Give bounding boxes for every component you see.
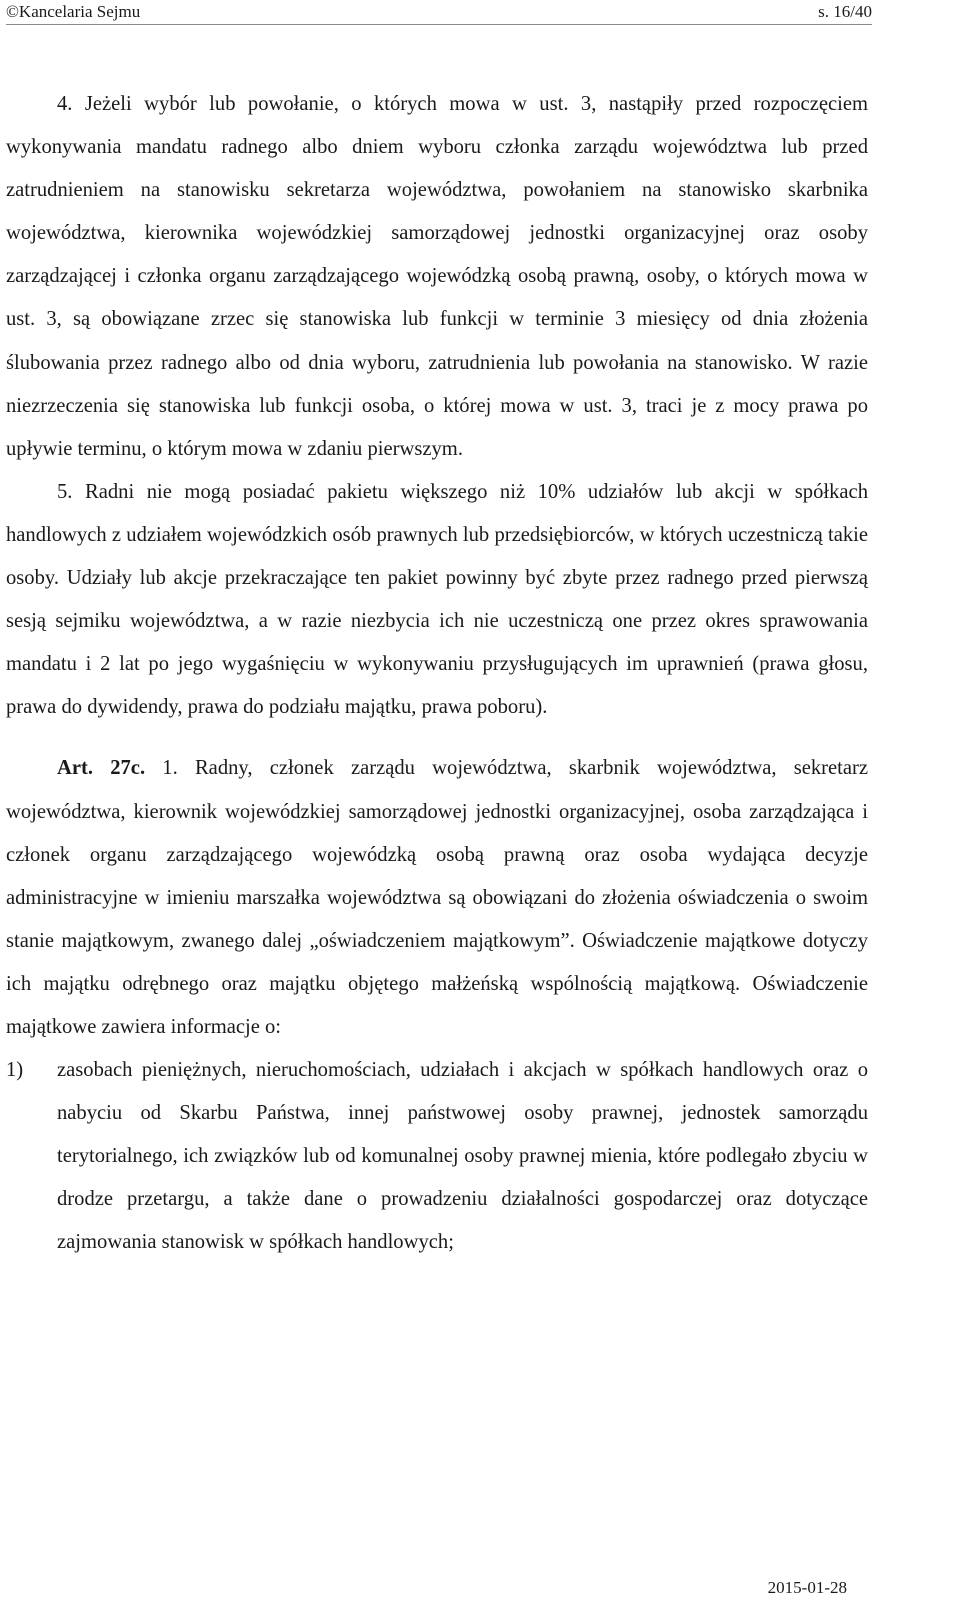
document-body bbox=[6, 83, 868, 1265]
list-item bbox=[6, 1049, 868, 1264]
header-source: ©Kancelaria Sejmu bbox=[6, 2, 141, 21]
footer-date: 2015-01-28 bbox=[767, 1578, 847, 1597]
list-item-number: 1) bbox=[6, 1059, 24, 1082]
list-item-text: zasobach pieniężnych, nieruchomościach, udziałach i akcjach w spółkach handlowych oraz o nabyciu od Skarbu Państwa, innej państwowej osoby prawnej, jednostek samorządu terytorialnego, ich związków lub od komunalnej osoby prawnej mienia, które podlegało zbyciu w drodze przetargu, a także dane o prowadzeniu działalności gospodarczej oraz dotyczące zajmowania stanowisk w spółkach handlowych; bbox=[57, 1059, 868, 1254]
article-27c bbox=[6, 747, 868, 1049]
header-divider bbox=[6, 24, 872, 25]
header-page-number: s. 16/40 bbox=[818, 2, 872, 21]
paragraph-5: 5. Radni nie mogą posiadać pakietu większego niż 10% udziałów lub akcji w spółkach handlowych z udziałem wojewódzkich osób prawnych lub przedsiębiorców, w których uczestniczą takie osoby. Udziały lub akcje przekraczające ten pakiet powinny być zbyte przez radnego przed pierwszą sesją sejmiku województwa, a w razie niezbycia ich nie uczestniczą one przez okres sprawowania mandatu i 2 lat po jego wygaśnięciu w wykonywaniu przysługujących im uprawnień (prawa głosu, prawa do dywidendy, prawa do podziału majątku, prawa poboru). bbox=[6, 480, 868, 719]
paragraph-4: 4. Jeżeli wybór lub powołanie, o których mowa w ust. 3, nastąpiły przed rozpoczęciem wykonywania mandatu radnego albo dniem wyboru członka zarządu województwa lub przed zatrudnieniem na stanowisku sekretarza województwa, powołaniem na stanowisko skarbnika województwa, kierownika wojewódzkiej samorządowej jednostki organizacyjnej oraz osoby zarządzającej i członka organu zarządzającego wojewódzką osobą prawną, osoby, o których mowa w ust. 3, są obowiązane zrzec się stanowiska lub funkcji w terminie 3 miesięcy od dnia złożenia ślubowania przez radnego albo od dnia wyboru, zatrudnienia lub powołania na stanowisko. W razie niezrzeczenia się stanowiska lub funkcji osoba, o której mowa w ust. 3, traci je z mocy prawa po upływie terminu, o którym mowa w zdaniu pierwszym. bbox=[6, 93, 868, 460]
article-text: 1. Radny, członek zarządu województwa, skarbnik województwa, sekretarz województwa, kierownik wojewódzkiej samorządowej jednostki organizacyjnej, osoba zarządzająca i członek organu zarządzającego wojewódzką osobą prawną oraz osoba wydająca decyzje administracyjne w imieniu marszałka województwa są obowiązani do złożenia oświadczenia o swoim stanie majątkowym, zwanego dalej „oświadczeniem majątkowym”. Oświadczenie majątkowe dotyczy ich majątku odrębnego oraz majątku objętego małżeńską wspólnością majątkową. Oświadczenie majątkowe zawiera informacje o: bbox=[6, 757, 869, 1038]
article-label: Art. 27c. bbox=[57, 757, 146, 780]
